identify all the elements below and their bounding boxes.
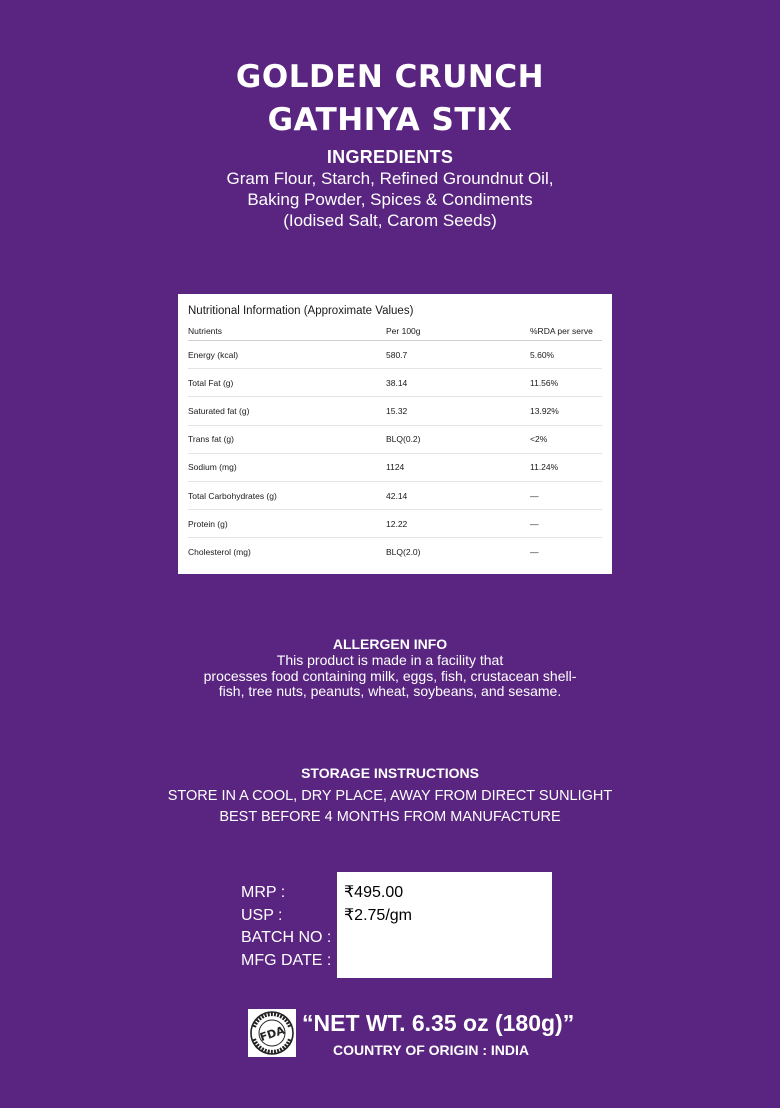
storage-line: BEST BEFORE 4 MONTHS FROM MANUFACTURE	[219, 809, 561, 825]
nutrient-per-100g: BLQ(0.2)	[386, 425, 530, 453]
fda-seal-graphic	[248, 1009, 296, 1057]
nutrient-rda: —	[530, 481, 602, 509]
country-of-origin: COUNTRY OF ORIGIN : INDIA	[333, 1042, 529, 1058]
allergen-text	[0, 653, 780, 700]
table-row	[188, 397, 602, 425]
ingredients-line: Baking Powder, Spices & Condiments	[247, 190, 533, 209]
table-row	[188, 341, 602, 369]
table-row	[188, 369, 602, 397]
table-row	[188, 510, 602, 538]
fda-approved-seal-icon	[248, 1009, 296, 1057]
product-title-line1: GOLDEN CRUNCH	[235, 59, 545, 95]
nutrient-rda: —	[530, 510, 602, 538]
nutrition-header-row	[188, 322, 602, 341]
nutrient-name: Protein (g)	[188, 510, 386, 538]
allergen-line: processes food containing milk, eggs, fish, crustacean shell-	[203, 667, 577, 684]
nutrient-rda: —	[530, 546, 539, 557]
allergen-line: This product is made in a facility that	[276, 652, 504, 668]
ingredients-line: (Iodised Salt, Carom Seeds)	[283, 211, 497, 230]
nutrient-rda: <2%	[530, 425, 602, 453]
nutrient-rda: 11.56%	[530, 369, 602, 397]
nutrient-name: Cholesterol (mg)	[188, 546, 251, 557]
nutrient-per-100g: BLQ(2.0)	[386, 546, 421, 557]
storage-line: STORE IN A COOL, DRY PLACE, AWAY FROM DIRECT SUNLIGHT	[167, 788, 613, 804]
table-row	[188, 425, 602, 453]
net-weight: “NET WT. 6.35 oz (180g)”	[302, 1010, 575, 1036]
mfg-date-label: MFG DATE :	[241, 951, 332, 969]
batch-value	[344, 927, 552, 950]
nutrient-per-100g: 12.22	[386, 510, 530, 538]
usp-label: USP :	[241, 906, 283, 924]
nutrient-name: Energy (kcal)	[188, 341, 386, 369]
nutrient-name: Total Carbohydrates (g)	[188, 481, 386, 509]
storage-heading: STORAGE INSTRUCTIONS	[301, 765, 479, 781]
allergen-line: fish, tree nuts, peanuts, wheat, soybeans, and sesame.	[218, 683, 562, 699]
table-row	[188, 481, 602, 509]
ingredients-text	[0, 168, 780, 231]
ingredients-line: Gram Flour, Starch, Refined Groundnut Oil,	[226, 169, 554, 188]
nutrient-rda: 11.24%	[530, 453, 602, 481]
table-row	[188, 453, 602, 481]
allergen-heading: ALLERGEN INFO	[332, 636, 448, 652]
product-title-line2: GATHIYA STIX	[267, 102, 513, 138]
nutrient-per-100g: 42.14	[386, 481, 530, 509]
nutrient-rda: 13.92%	[530, 397, 602, 425]
nutrient-per-100g: 580.7	[386, 341, 530, 369]
nutrient-per-100g: 38.14	[386, 369, 530, 397]
storage-text	[0, 786, 780, 828]
nutrition-title: Nutritional Information (Approximate Values)	[188, 305, 414, 317]
nutrition-panel	[178, 294, 612, 574]
batch-label: BATCH NO :	[241, 929, 332, 946]
table-row	[188, 538, 602, 566]
nutrient-name: Sodium (mg)	[188, 453, 386, 481]
nutrient-name: Total Fat (g)	[188, 369, 386, 397]
nutrient-per-100g: 15.32	[386, 397, 530, 425]
header-per-100g: Per 100g	[386, 322, 530, 341]
nutrient-name: Trans fat (g)	[188, 425, 386, 453]
nutrient-rda: 5.60%	[530, 341, 602, 369]
header-rda: %RDA per serve	[530, 322, 602, 341]
ingredients-heading: INGREDIENTS	[326, 147, 454, 167]
price-box	[337, 872, 552, 978]
usp-value: ₹2.75/gm	[344, 906, 412, 924]
nutrient-per-100g: 1124	[386, 453, 530, 481]
nutrition-table	[188, 322, 602, 566]
mfg-date-value	[344, 950, 552, 973]
mrp-label: MRP :	[241, 884, 286, 901]
price-labels	[241, 882, 331, 972]
mrp-value: ₹495.00	[344, 884, 404, 901]
nutrient-name: Saturated fat (g)	[188, 397, 386, 425]
product-title	[0, 56, 780, 142]
svg-text:FDA: FDA	[258, 1023, 287, 1045]
header-nutrients: Nutrients	[188, 322, 386, 341]
